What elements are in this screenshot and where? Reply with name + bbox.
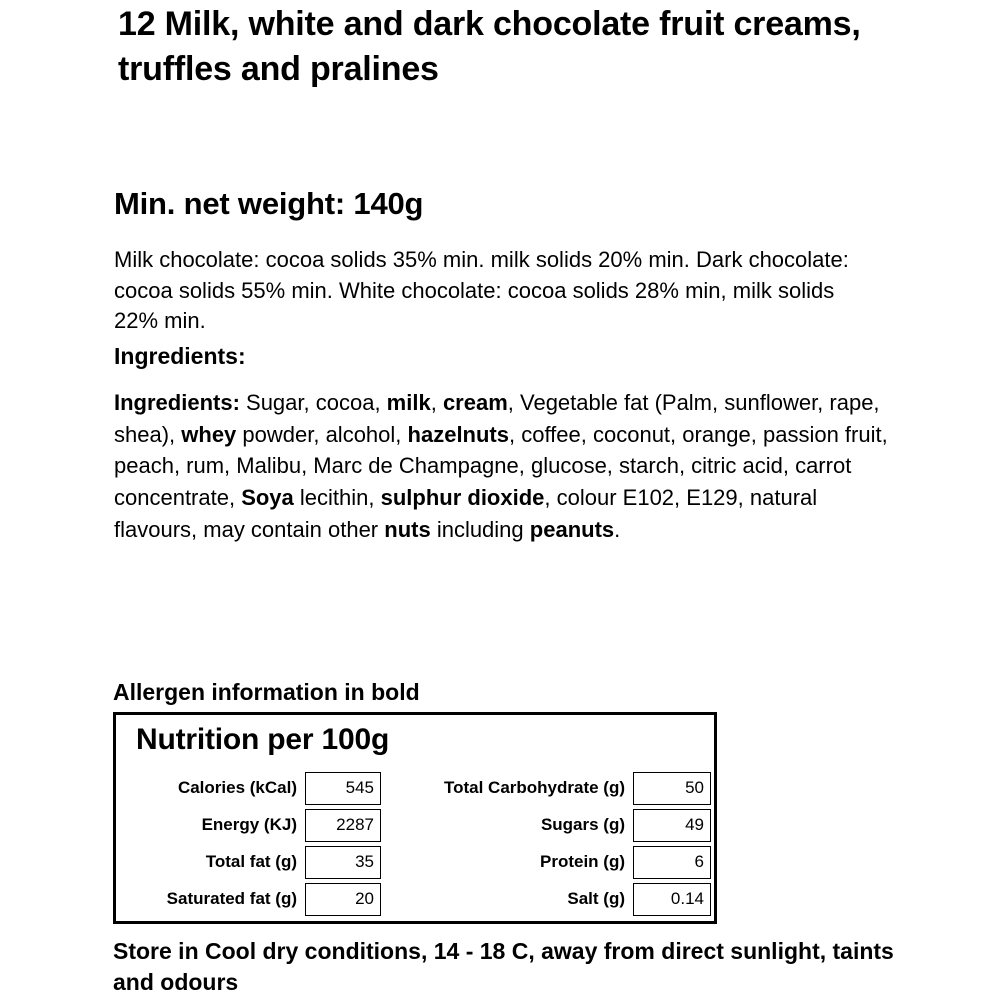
- nutrition-column-right: [381, 770, 711, 918]
- nutrition-label: Energy (KJ): [201, 815, 297, 834]
- nutrition-label: Saturated fat (g): [166, 889, 297, 908]
- nutrition-column-left: [116, 770, 381, 918]
- nutrition-label: Salt (g): [567, 889, 625, 908]
- nutrition-value: 50: [633, 772, 711, 805]
- storage-instructions: Store in Cool dry conditions, 14 - 18 C, away from direct sunlight, taints and odours: [113, 938, 894, 995]
- nutrition-label: Total fat (g): [205, 852, 297, 871]
- nutrition-title: Nutrition per 100g: [136, 723, 390, 756]
- nutrition-row: [125, 881, 381, 917]
- ingredients-heading: Ingredients:: [114, 343, 246, 369]
- nutrition-row: [381, 881, 711, 917]
- ingredients-text: Ingredients: Sugar, cocoa, milk, cream, Vegetable fat (Palm, sunflower, rape, shea), whey powder, alcohol, hazelnuts, coffee, coconut, orange, passion fruit, peach, rum, Malibu, Marc de Champagne, glucose, starch, citric acid, carrot concentrate, Soya lecithin, sulphur dioxide, colour E102, E129, natural flavours, may contain other nuts including peanuts.: [114, 390, 888, 542]
- nutrition-value: 49: [633, 809, 711, 842]
- net-weight-line: Min. net weight: 140g: [114, 186, 424, 221]
- nutrition-table: [113, 712, 717, 924]
- page-title: 12 Milk, white and dark chocolate fruit creams, truffles and pralines: [118, 5, 861, 88]
- nutrition-value: 20: [305, 883, 381, 916]
- nutrition-row: [381, 807, 711, 843]
- nutrition-label: Protein (g): [540, 852, 625, 871]
- nutrition-label: Sugars (g): [540, 815, 625, 834]
- nutrition-row: [125, 770, 381, 806]
- nutrition-value: 2287: [305, 809, 381, 842]
- nutrition-value: 545: [305, 772, 381, 805]
- nutrition-row: [125, 844, 381, 880]
- nutrition-grid: [116, 770, 714, 918]
- nutrition-value: 6: [633, 846, 711, 879]
- nutrition-label: Calories (kCal): [177, 778, 297, 797]
- nutrition-value: 0.14: [633, 883, 711, 916]
- nutrition-label: Total Carbohydrate (g): [443, 778, 625, 797]
- nutrition-row: [381, 844, 711, 880]
- nutrition-row: [125, 807, 381, 843]
- nutrition-value: 35: [305, 846, 381, 879]
- nutrition-row: [381, 770, 711, 806]
- cocoa-solids-note: Milk chocolate: cocoa solids 35% min. milk solids 20% min. Dark chocolate: cocoa solids 55% min. White chocolate: cocoa solids 28% min, milk solids 22% min.: [114, 247, 849, 334]
- allergen-note: Allergen information in bold: [113, 679, 420, 705]
